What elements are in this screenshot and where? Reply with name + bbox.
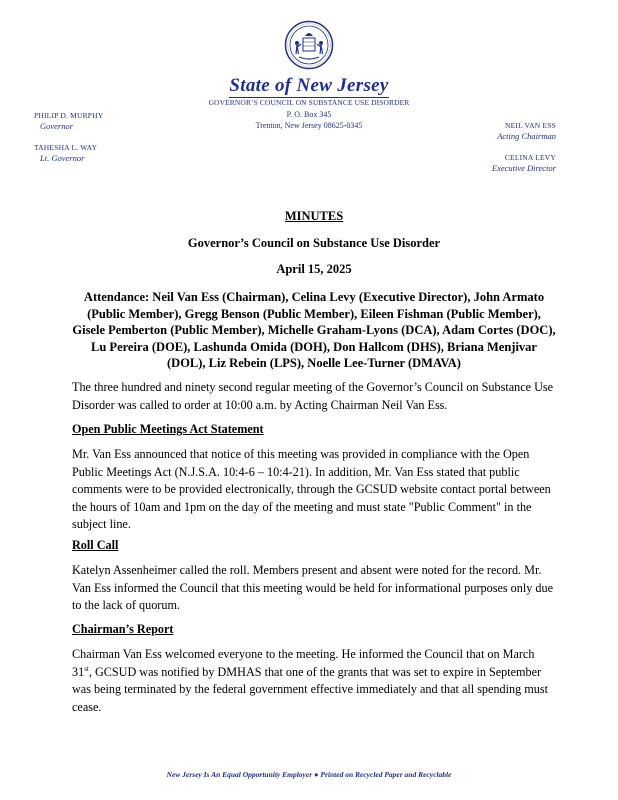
city-line: Trenton, New Jersey 08625-0345 <box>255 121 363 130</box>
council-line: GOVERNOR’S COUNCIL ON SUBSTANCE USE DISORDER <box>208 98 410 107</box>
section-body-roll-call: Katelyn Assenheimer called the roll. Members present and absent were noted for the record. Mr. Van Ess informed the Council that this meeting would be held for informational purposes only due to the lack of quorum. <box>72 563 553 612</box>
section-body-opma: Mr. Van Ess announced that notice of this meeting was provided in compliance with the Open Public Meetings Act (N.J.S.A. 10:4-6 – 10:4-21). In addition, Mr. Van Ess stated that public comments were to be provided electronically, through the GCSUD website contact portal between the hours of 10am and 1pm on the day of the meeting and must state "Public Comment" in the subject line. <box>72 447 551 531</box>
document-heading: MINUTES <box>284 209 344 223</box>
chairman-block <box>497 121 556 141</box>
section-heading-roll-call: Roll Call <box>72 538 119 552</box>
state-title: State of New Jersey <box>229 75 389 96</box>
section-body-chairmans-report: Chairman Van Ess welcomed everyone to the meeting. He informed the Council that on March 31st, GCSUD was notified by DMHAS that one of the grants that was set to expire in September was being terminated by the federal government effective immediately and that all spending must cease. <box>72 647 548 714</box>
chairman-title: Acting Chairman <box>497 131 556 141</box>
intro-paragraph: The three hundred and ninety second regular meeting of the Governor’s Council on Substance Use Disorder was called to order at 10:00 a.m. by Acting Chairman Neil Van Ess. <box>72 380 554 412</box>
section-heading-opma: Open Public Meetings Act Statement <box>72 422 264 436</box>
po-box: P. O. Box 345 <box>286 110 332 119</box>
executive-director-block <box>492 153 556 173</box>
meeting-date: April 15, 2025 <box>276 262 352 276</box>
executive-director-title: Executive Director <box>491 163 556 173</box>
governor-block <box>34 111 103 131</box>
chairman-name: NEIL VAN ESS <box>504 121 556 130</box>
lt-governor-name: TAHESHA L. WAY <box>34 143 98 152</box>
lt-governor-title: Lt. Governor <box>40 153 85 163</box>
executive-director-name: CELINA LEVY <box>504 153 556 162</box>
state-seal-icon <box>284 20 334 70</box>
section-heading-chairmans-report: Chairman’s Report <box>72 622 174 636</box>
governor-title: Governor <box>40 121 74 131</box>
attendance: Attendance: Neil Van Ess (Chairman), Celina Levy (Executive Director), John Armato (Public Member), Gregg Benson (Public Member), Eileen Fishman (Public Member), Gisele Pemberton (Public Member), Michelle Graham-Lyons (DCA), Adam Cortes (DOC), Lu Pereira (DOE), Lashunda Omida (DOH), Don Hallcom (DHS), Briana Menjivar (DOL), Liz Rebein (LPS), Noelle Lee-Turner (DMAVA) <box>72 290 556 370</box>
council-name: Governor’s Council on Substance Use Disorder <box>187 236 441 250</box>
governor-name: PHILIP D. MURPHY <box>34 111 104 120</box>
lt-governor-block <box>34 143 97 163</box>
footer-note: New Jersey Is An Equal Opportunity Employer ● Printed on Recycled Paper and Recyclable <box>166 770 452 779</box>
